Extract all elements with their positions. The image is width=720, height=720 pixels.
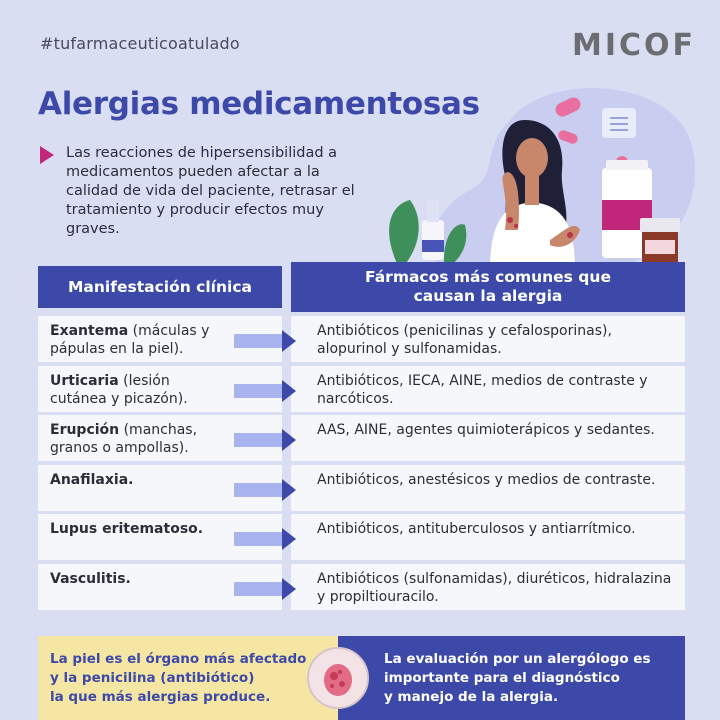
arrow-right-icon [234,578,296,600]
table-row [38,564,685,614]
manifestation-cell: Lupus eritematoso. [50,521,204,537]
dropper-bottle-icon [422,200,444,260]
table-row [38,514,685,564]
drugs-cell: Antibióticos, IECA, AINE, medios de contraste y narcóticos. [317,372,648,407]
medicine-bottle-icon [640,218,680,266]
drugs-cell: Antibióticos, antituberculosos y antiarrítmico. [317,521,636,537]
hashtag: #tufarmaceuticoatulado [40,34,240,53]
page-title: Alergias medicamentosas [38,86,480,122]
skin-fact-text: La piel es el órgano más afectado y la penicilina (antibiótico) la que más alergias produce. [50,651,307,705]
allergy-table [38,316,685,613]
drugs-cell: Antibióticos (sulfonamidas), diuréticos, hidralazina y propiltiouracilo. [317,570,672,605]
table-row [38,465,685,515]
manifestation-cell: Erupción (manchas, granos o ampollas). [50,422,198,456]
arrow-right-icon [234,380,296,402]
header-manifestacion: Manifestación clínica [38,266,282,308]
drugs-cell: Antibióticos (penicilinas y cefalosporinas), alopurinol y sulfonamidas. [317,323,612,357]
micof-logo: MICOF [572,28,697,63]
manifestation-cell: Exantema (máculas y pápulas en la piel). [50,323,210,357]
table-row [38,316,685,366]
bullet-arrow-icon [40,146,54,164]
table-row [38,415,685,465]
arrow-right-icon [234,528,296,550]
arrow-right-icon [234,429,296,451]
arrow-right-icon [234,330,296,352]
manifestation-cell: Vasculitis. [50,570,131,587]
manifestation-cell: Anafilaxia. [50,471,134,488]
table-row [38,366,685,416]
header-farmacos-line1: Fármacos más comunes que [365,268,611,286]
header-farmacos [291,262,685,312]
drugs-cell: Antibióticos, anestésicos y medios de contraste. [317,471,656,488]
allergist-text: La evaluación por un alergólogo es importante para el diagnóstico y manejo de la alergia. [384,651,651,705]
intro-text: Las reacciones de hipersensibilidad a medicamentos pueden afectar a la calidad de vida del paciente, retrasar el tratamiento y producir efectos muy graves. [66,145,355,237]
skin-rash-icon [306,646,370,710]
woman-scratching-illustration [370,80,700,270]
manifestation-cell: Urticaria (lesión cutánea y picazón). [50,372,188,407]
header-farmacos-line2: causan la alergia [413,287,563,305]
arrow-right-icon [234,479,296,501]
drugs-cell: AAS, AINE, agentes quimioterápicos y sedantes. [317,422,655,438]
